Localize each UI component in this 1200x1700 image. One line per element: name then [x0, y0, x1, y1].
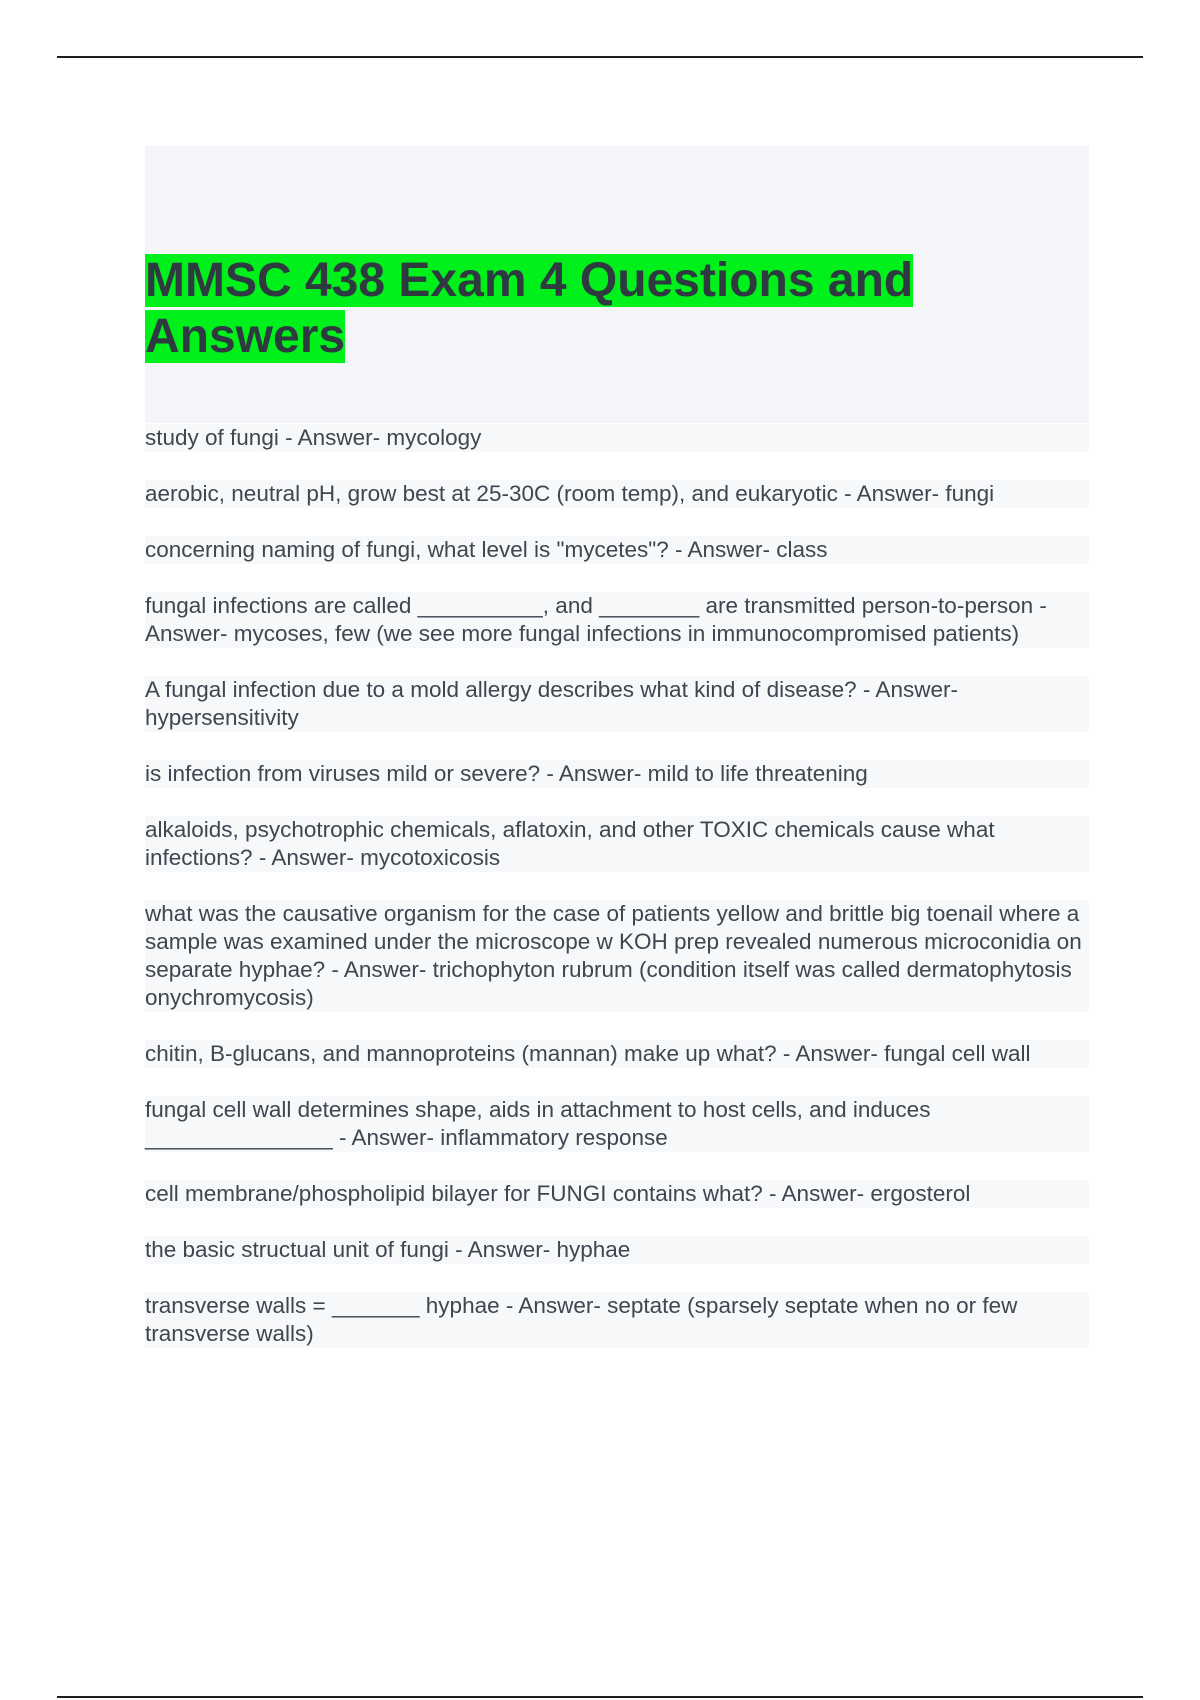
- qa-item: transverse walls = _______ hyphae - Answer- septate (sparsely septate when no or few transverse walls): [145, 1292, 1089, 1348]
- qa-item: aerobic, neutral pH, grow best at 25-30C (room temp), and eukaryotic - Answer- fungi: [145, 480, 1089, 508]
- qa-item: cell membrane/phospholipid bilayer for FUNGI contains what? - Answer- ergosterol: [145, 1180, 1089, 1208]
- qa-item: A fungal infection due to a mold allergy describes what kind of disease? - Answer- hypersensitivity: [145, 676, 1089, 732]
- bottom-rule: [57, 1696, 1143, 1698]
- qa-item: what was the causative organism for the case of patients yellow and brittle big toenail where a sample was examined under the microscope w KOH prep revealed numerous microconidia on separate hyphae? - Answer- trichophyton rubrum (condition itself was called dermatophytosis onychromycosis): [145, 901, 1088, 1010]
- qa-item: chitin, B-glucans, and mannoproteins (mannan) make up what? - Answer- fungal cell wall: [145, 1040, 1089, 1068]
- qa-list: [145, 424, 1089, 1376]
- qa-item: the basic structual unit of fungi - Answer- hyphae: [145, 1236, 1089, 1264]
- top-rule: [57, 56, 1143, 58]
- document-title: [145, 253, 1005, 365]
- qa-item: fungal cell wall determines shape, aids in attachment to host cells, and induces _______________ - Answer- inflammatory response: [145, 1096, 1089, 1152]
- qa-item: alkaloids, psychotrophic chemicals, aflatoxin, and other TOXIC chemicals cause what infections? - Answer- mycotoxicosis: [145, 816, 1089, 872]
- qa-item: study of fungi - Answer- mycology: [145, 424, 1089, 452]
- qa-item: fungal infections are called __________, and ________ are transmitted person-to-person - Answer- mycoses, few (we see more fungal infections in immunocompromised patients): [145, 592, 1089, 648]
- title-block: [145, 146, 1089, 423]
- qa-item: concerning naming of fungi, what level is "mycetes"? - Answer- class: [145, 536, 1089, 564]
- qa-item: is infection from viruses mild or severe? - Answer- mild to life threatening: [145, 760, 1089, 788]
- document-title-text: MMSC 438 Exam 4 Questions and Answers: [145, 254, 914, 363]
